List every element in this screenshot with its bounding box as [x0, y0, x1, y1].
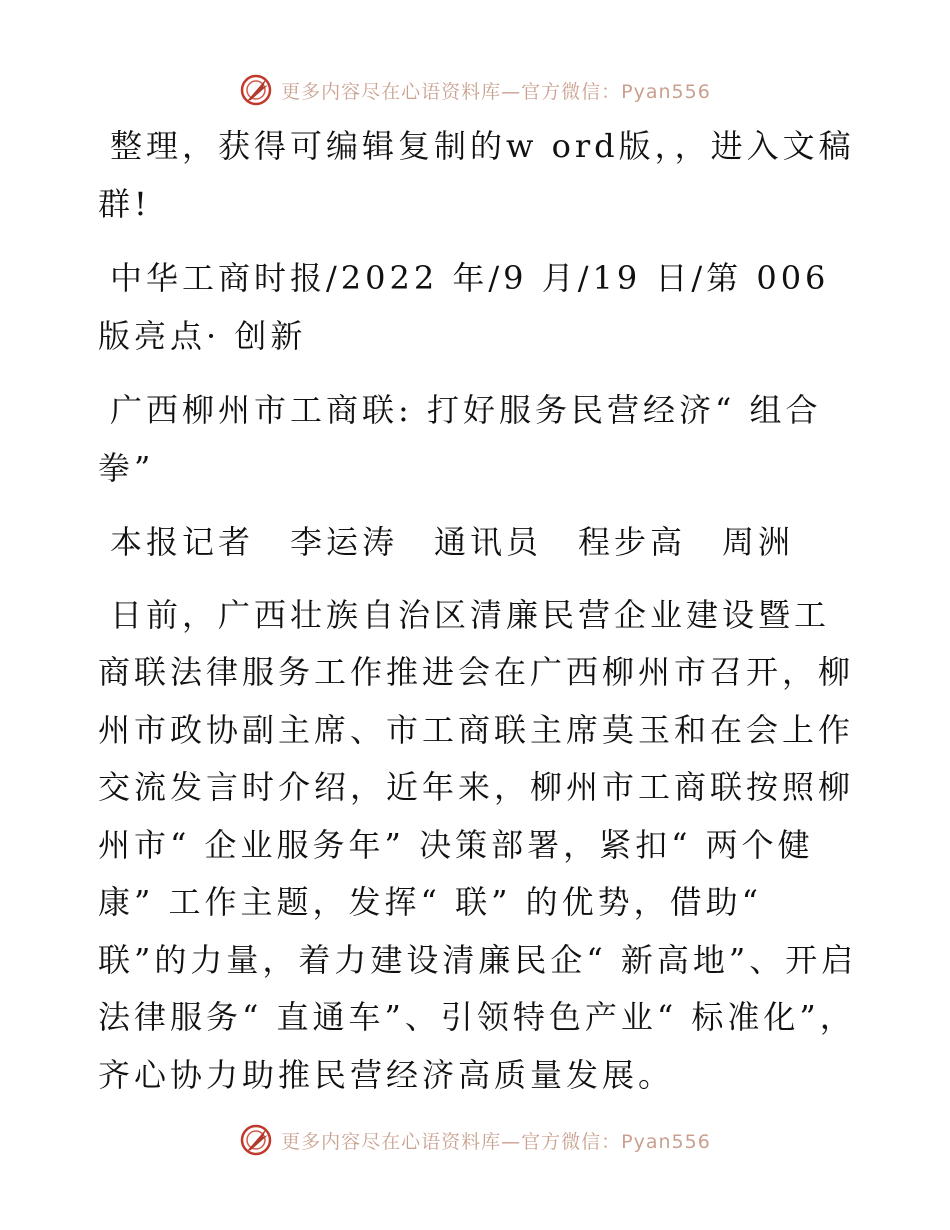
header-banner — [0, 70, 950, 110]
quill-logo-icon — [239, 73, 273, 107]
document-body — [98, 118, 858, 1121]
headline: 广西柳州市工商联: 打好服务民营经济“ 组合拳” — [98, 391, 822, 487]
footer-banner-text: 更多内容尽在心语资料库—官方微信：Pyan556 — [281, 1130, 711, 1153]
intro-paragraph: 整理，获得可编辑复制的w ord版，，进入文稿群! — [98, 127, 855, 223]
header-banner-text: 更多内容尽在心语资料库—官方微信：Pyan556 — [281, 80, 711, 103]
body-paragraph: 日前，广西壮族自治区清廉民营企业建设暨工商联法律服务工作推进会在广西柳州市召开，柳州市政协副主席、市工商联主席莫玉和在会上作交流发言时介绍，近年来，柳州市工商联按照柳州市“ 企业服务年” 决策部署，紧扣“ 两个健康” 工作主题，发挥“ 联” 的优势，借助“ 联”的力量，着力建设清廉民企“ 新高地”、开启法律服务“ 直通车”、引领特色产业“ 标准化”，齐心协力助推民营经济高质量发展。 — [98, 595, 858, 1094]
source-line: 中华工商时报/2022 年/9 月/19 日/第 006 版亮点· 创新 — [98, 259, 830, 355]
quill-logo-icon — [239, 1123, 273, 1157]
footer-banner — [0, 1120, 950, 1160]
byline: 本报记者 李运涛 通讯员 程步高 周洲 — [110, 523, 795, 561]
